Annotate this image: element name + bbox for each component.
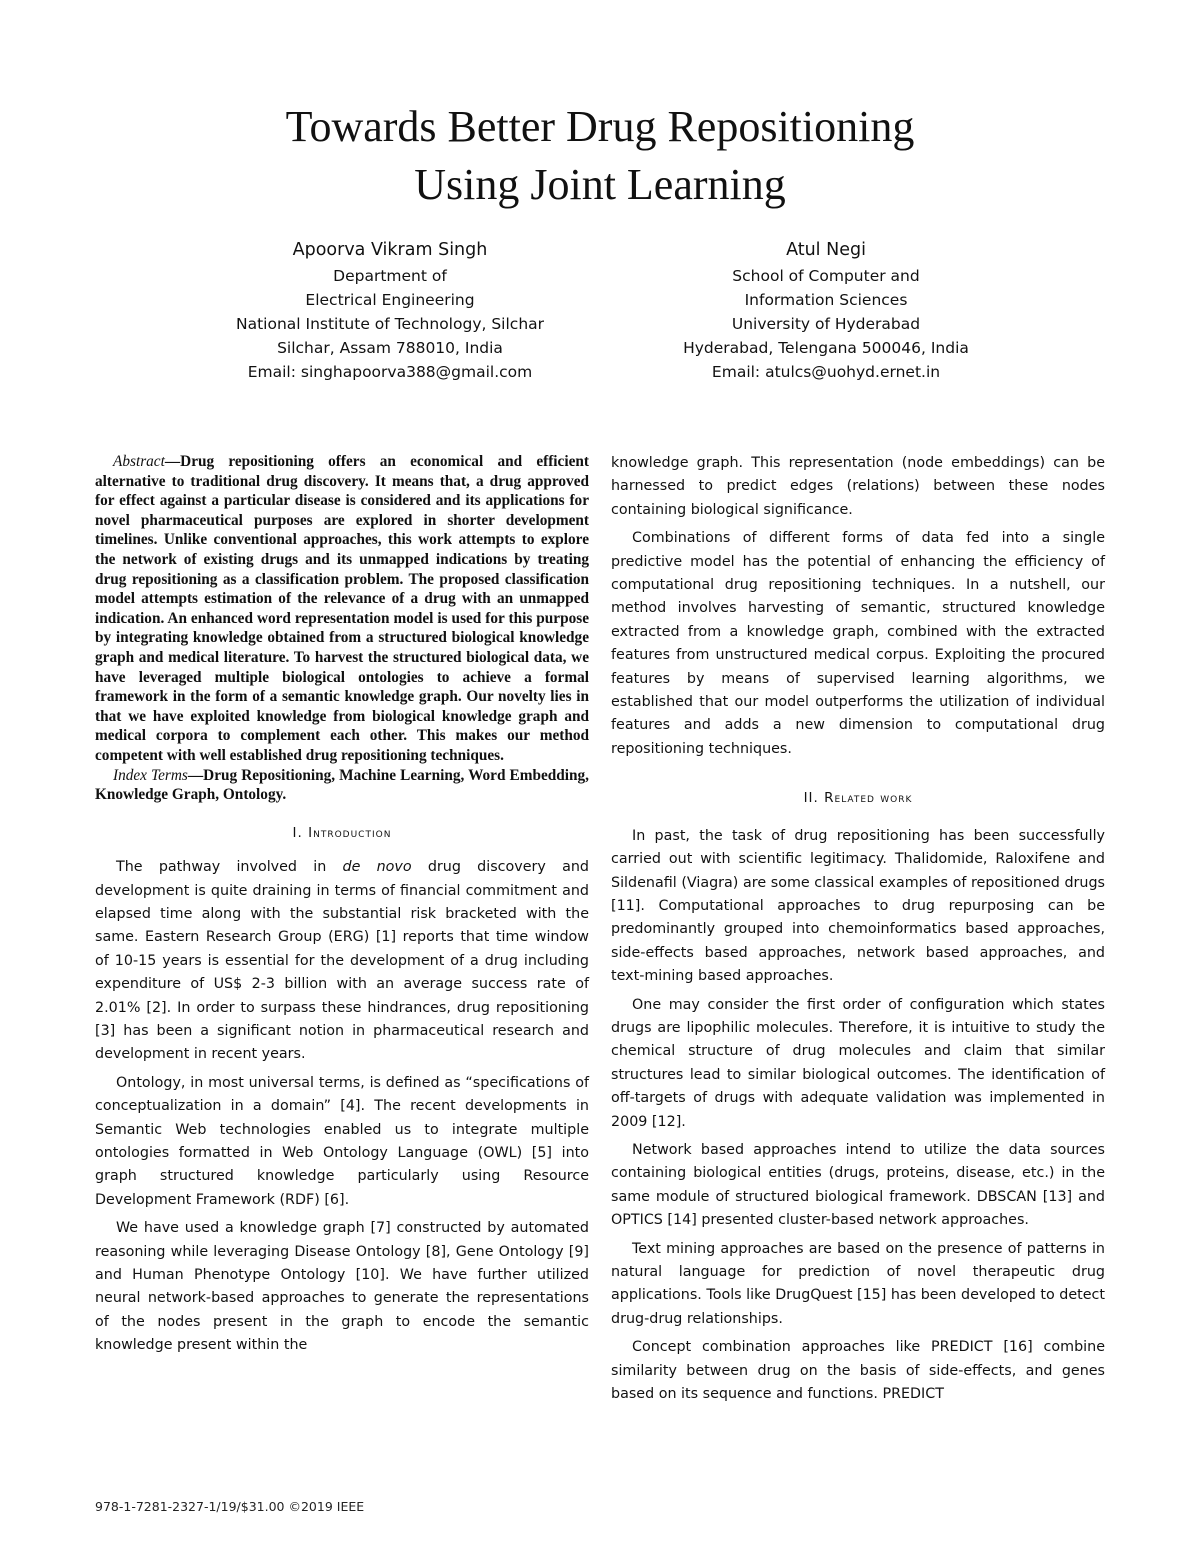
related-paragraph-4: Text mining approaches are based on the presence of patterns in natural language for prediction of novel therapeutic drug applications. Tools like DrugQuest [15] has been developed to detect drug-drug relationships.	[611, 1240, 1105, 1327]
author-affiliation-line: School of Computer and	[732, 267, 920, 285]
intro-p1-text-a: The pathway involved in	[116, 859, 343, 876]
intro-paragraph-1	[95, 856, 589, 1067]
related-paragraph-2: One may consider the first order of configuration which states drugs are lipophilic molecules. Therefore, it is intuitive to study the chemical structure of drug molecules and claim that similar structures lead to similar biological outcomes. The identification of off-targets of drugs with adequate validation was implemented in 2009 [12].	[611, 996, 1105, 1130]
author-email: Email: atulcs@uohyd.ernet.in	[711, 363, 941, 381]
related-paragraph-1: In past, the task of drug repositioning has been successfully carried out with scientific legitimacy. Thalidomide, Raloxifene and Sildenafil (Viagra) are some classical examples of repositioned drugs [11]. Computational approaches to drug repurposing can be predominantly grouped into chemoinformatics based approaches, side-effects based approaches, network based approaches, and text-mining based approaches.	[611, 827, 1105, 985]
index-terms-lead: Index Terms	[113, 766, 188, 784]
intro-paragraph-2: Ontology, in most universal terms, is defined as “specifications of conceptualization in a domain” [4]. The recent developments in Semantic Web technologies enabled us to integrate multiple ontologies formatted in Web Ontology Language (OWL) [5] into graph structured knowledge particularly using Resource Development Framework (RDF) [6].	[95, 1074, 589, 1208]
author-email: Email: singhapoorva388@gmail.com	[247, 363, 533, 381]
copyright-footer: 978-1-7281-2327-1/19/$31.00 ©2019 IEEE	[95, 1499, 365, 1514]
author-name: Apoorva Vikram Singh	[292, 240, 488, 260]
author-affiliation-line: Department of	[333, 267, 447, 285]
right-paragraph-1: knowledge graph. This representation (node embeddings) can be harnessed to predict edges (relations) between these nodes containing biological significance.	[611, 455, 1105, 518]
abstract-text: —Drug repositioning offers an economical and efficient alternative to traditional drug discovery. It means that, a drug approved for effect against a particular disease is considered and its applications for novel pharmaceutical purposes are explored in shorter development timelines. Unlike conventional approaches, this work attempts to explore the network of existing drugs and its unmapped indications by treating drug repositioning as a classification problem. The proposed classification model attempts estimation of the relevance of a drug with an unmapped indication. An enhanced word representation model is used for this purpose by integrating knowledge obtained from a structured biological knowledge graph and medical literature. To harvest the structured biological data, we have leveraged multiple biological ontologies to achieve a formal framework in the form of a semantic knowledge graph. Our novelty lies in that we have exploited knowledge from biological knowledge graph and medical corpora to complement each other. This makes our method competent with well established drug repositioning techniques.	[95, 453, 589, 764]
abstract-lead: Abstract	[113, 453, 165, 470]
section-heading-introduction: I. Introduction	[292, 824, 392, 841]
related-paragraph-3: Network based approaches intend to utilize the data sources containing biological entities (drugs, proteins, disease, etc.) in the same module of structured biological framework. DBSCAN [13] and OPTICS [14] presented cluster-based network approaches.	[611, 1141, 1105, 1229]
author-name: Atul Negi	[786, 240, 866, 260]
author-block-1	[180, 236, 600, 384]
intro-paragraph-3: We have used a knowledge graph [7] constructed by automated reasoning while leveraging Disease Ontology [8], Gene Ontology [9] and Human Phenotype Ontology [10]. We have further utilized neural network-based approaches to generate the representations of the nodes present in the graph to encode the semantic knowledge present within the	[95, 1220, 589, 1354]
intro-p1-italic: de novo	[342, 859, 412, 876]
left-column	[95, 452, 589, 1363]
author-affiliation-line: Electrical Engineering	[305, 291, 475, 309]
title-line-1: Towards Better Drug Repositioning	[285, 102, 915, 151]
intro-p1-text-b: drug discovery and development is quite draining in terms of financial commitment and elapsed time along with the substantial risk bracketed with the same. Eastern Research Group (ERG) [1] reports that time window of 10-15 years is essential for the development of a drug including expenditure of US$ 2-3 billion with an average success rate of 2.01% [2]. In order to surpass these hindrances, drug repositioning [3] has been a significant notion in pharmaceutical research and development in recent years.	[95, 859, 589, 1063]
paper-title	[0, 98, 1200, 214]
author-affiliation-line: Hyderabad, Telengana 500046, India	[683, 339, 969, 357]
abstract	[95, 452, 589, 766]
right-paragraph-2: Combinations of different forms of data fed into a single predictive model has the potential of enhancing the efficiency of computational drug repositioning techniques. In a nutshell, our method involves harvesting of semantic, structured knowledge extracted from a knowledge graph, combined with the extracted features from unstructured medical corpus. Exploiting the procured features by means of supervised learning algorithms, we established that our model outperforms the utilization of individual features and adds a new dimension to computational drug repositioning techniques.	[611, 530, 1105, 757]
related-paragraph-5: Concept combination approaches like PREDICT [16] combine similarity between drug on the basis of side-effects, and genes based on its sequence and functions. PREDICT	[611, 1339, 1105, 1403]
author-affiliation-line: Information Sciences	[744, 291, 908, 309]
right-column	[611, 452, 1105, 1411]
section-heading-related-work: II. Related work	[803, 790, 913, 807]
title-line-2: Using Joint Learning	[414, 160, 786, 209]
author-block-2	[616, 236, 1036, 384]
author-affiliation-line: National Institute of Technology, Silchar	[235, 315, 545, 333]
author-affiliation-line: Silchar, Assam 788010, India	[277, 339, 503, 357]
index-terms	[95, 766, 589, 805]
index-terms-text: —Drug Repositioning, Machine Learning, Word Embedding, Knowledge Graph, Ontology.	[95, 766, 589, 804]
author-affiliation-line: University of Hyderabad	[731, 315, 921, 333]
